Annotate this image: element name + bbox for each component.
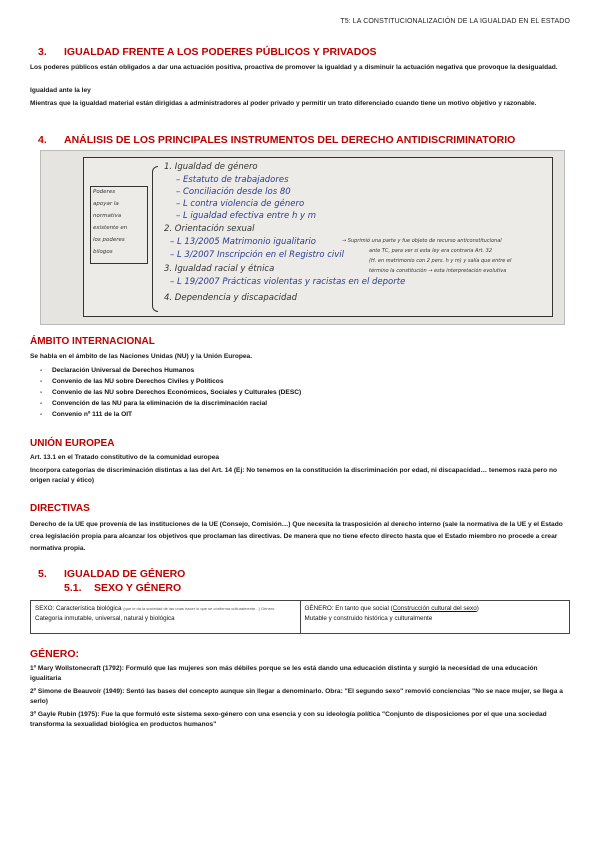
subsection-number: 5.1. (64, 582, 82, 594)
notes-line: 1. Igualdad de género (164, 162, 258, 172)
subsection-5-1-heading (64, 582, 181, 594)
paragraph: Se habla en el ámbito de las Naciones Unidas (NU) y la Unión Europea. (30, 353, 253, 360)
paragraph: Incorpora categorías de discriminación distintas a las del Art. 14 (Ej: No tenemos en la constitución la discriminación por edad, ni discapacidad… tenemos raza pero no origen racial y ético) (30, 467, 558, 484)
genero-description: Mutable y construido histórica y culturalmente (304, 615, 433, 622)
genero-item: 3º Gayle Rubin (1975): Fue la que formuló este sistema sexo-género con una esencia y con su ideología política "Conjunto de disposiciones por el que una sociedad transforma la sexualidad biológica en productos humanos" (30, 711, 547, 728)
notes-line: – L contra violencia de género (176, 199, 305, 209)
notes-line: – Estatuto de trabajadores (176, 175, 289, 185)
ambito-heading: ÁMBITO INTERNACIONAL (30, 336, 155, 347)
notes-line: 2. Orientación sexual (164, 224, 255, 234)
sexo-cell (31, 601, 300, 633)
genero-heading: GÉNERO: (30, 648, 80, 660)
notes-sheet (83, 157, 553, 317)
notes-line: – L 3/2007 Inscripción en el Registro civil (170, 250, 345, 260)
genero-cell (300, 601, 570, 633)
section-title: ANÁLISIS DE LOS PRINCIPALES INSTRUMENTOS DEL DERECHO ANTIDISCRIMINATORIO (64, 134, 516, 146)
notes-line: – L 19/2007 Prácticas violentas y racistas en el deporte (170, 277, 406, 287)
notes-line: – L igualdad efectiva entre h y m (176, 211, 317, 221)
genero-label: GÉNERO: En tanto que social ( (304, 605, 393, 612)
running-head: T5: LA CONSTITUCIONALIZACIÓN DE LA IGUALDAD EN EL ESTADO (340, 18, 570, 25)
notes-left-line: los poderes (93, 237, 125, 243)
section-number: 3. (38, 46, 47, 58)
notes-left-line: Poderes (93, 189, 116, 195)
list-item: - Convenio de las NU sobre Derechos Económicos, Sociales y Culturales (DESC) (38, 387, 301, 398)
section-number: 5. (38, 568, 47, 580)
list-item: - Declaración Universal de Derechos Humanos (38, 365, 301, 376)
notes-side-note: ante TC, para ver si esta ley era contraria Art. 32 (369, 248, 493, 254)
sexo-label: SEXO: Característica biológica (35, 605, 122, 612)
paragraph: Art. 13.1 en el Tratado constitutivo de la comunidad europea (30, 454, 220, 461)
notes-side-note: → Suprimió una parte y fue objeto de recurso anticonstitucional (342, 238, 502, 244)
notes-line: – Conciliación desde los 80 (176, 187, 291, 197)
genero-underlined: Construcción cultural del sexo (392, 605, 477, 612)
notes-line: – L 13/2005 Matrimonio igualitario (170, 237, 316, 247)
section-title: IGUALDAD FRENTE A LOS PODERES PÚBLICOS Y PRIVADOS (64, 46, 377, 58)
section-3-heading (38, 46, 377, 58)
notes-left-line: normativa (93, 213, 122, 219)
notes-side-note: (H. en matrimonio con 2 pers. h y m) y salía que entre el (369, 258, 512, 264)
directivas-heading: DIRECTIVAS (30, 503, 90, 514)
paragraph: Mientras que la igualdad material están dirigidas a administradores al poder privado y permitir un trato diferenciado cuando tiene un motivo objetivo y razonable. (30, 100, 537, 107)
notes-side-note: término la constitución → esta interpretación evolutiva (369, 268, 507, 274)
section-5-heading (38, 568, 185, 580)
notes-left-line: existente en (93, 225, 128, 231)
section-number: 4. (38, 134, 47, 146)
section-4-heading (38, 134, 515, 146)
sexo-genero-table (30, 600, 570, 634)
handwritten-notes-image (40, 150, 565, 325)
genero-item: 2º Simone de Beauvoir (1949): Sentó las bases del concepto aunque sin llegar a denominarlo. Obra: "El segundo sexo" removió conciencias "No se nace mujer, se llega a serlo) (30, 688, 563, 705)
ue-heading: UNIÓN EUROPEA (30, 438, 115, 449)
paragraph: Igualdad ante la ley (30, 87, 91, 94)
paragraph: Los poderes públicos están obligados a dar una actuación positiva, proactiva de promover la igualdad y a disminuir la actuación negativa que provoque la desigualdad. (30, 64, 558, 71)
notes-line: 4. Dependencia y discapacidad (164, 293, 297, 303)
notes-left-line: bilogos (93, 249, 113, 255)
list-item: - Convenio de las NU sobre Derechos Civiles y Políticos (38, 376, 301, 387)
genero-close: ) (476, 605, 479, 612)
sexo-note: (que le da la sociedad de las unas hacer lo que se conforma culturalmente...) Género (123, 606, 275, 611)
notes-line: 3. Igualdad racial y étnica (164, 264, 275, 274)
subsection-title: SEXO Y GÉNERO (94, 582, 182, 594)
sexo-description: Categoría inmutable, universal, natural y biológica (35, 615, 175, 622)
paragraph: Derecho de la UE que provenía de las instituciones de la UE (Consejo, Comisión…) Que necesita la trasposición al derecho interno (sale la normativa de la UE y el Estado crea legislación propia para alcanzar los objetivos que proclaman las directivas. De manera que no tiene efecto directo hasta que el Estado miembro no procede a crear normativa propia. (30, 521, 563, 552)
notes-left-line: apoyar la (93, 201, 119, 207)
instruments-list (38, 365, 301, 420)
list-item: - Convenio nº 111 de la OIT (38, 409, 301, 420)
list-item: - Convención de las NU para la eliminación de la discriminación racial (38, 398, 301, 409)
genero-item: 1º Mary Wollstonecraft (1792): Formuló que las mujeres son más débiles porque se les está dando una educación distinta y surgió la necesidad de una educación igualitaria (30, 665, 538, 682)
section-title: IGUALDAD DE GÉNERO (64, 568, 186, 580)
notes-brace (152, 166, 158, 312)
